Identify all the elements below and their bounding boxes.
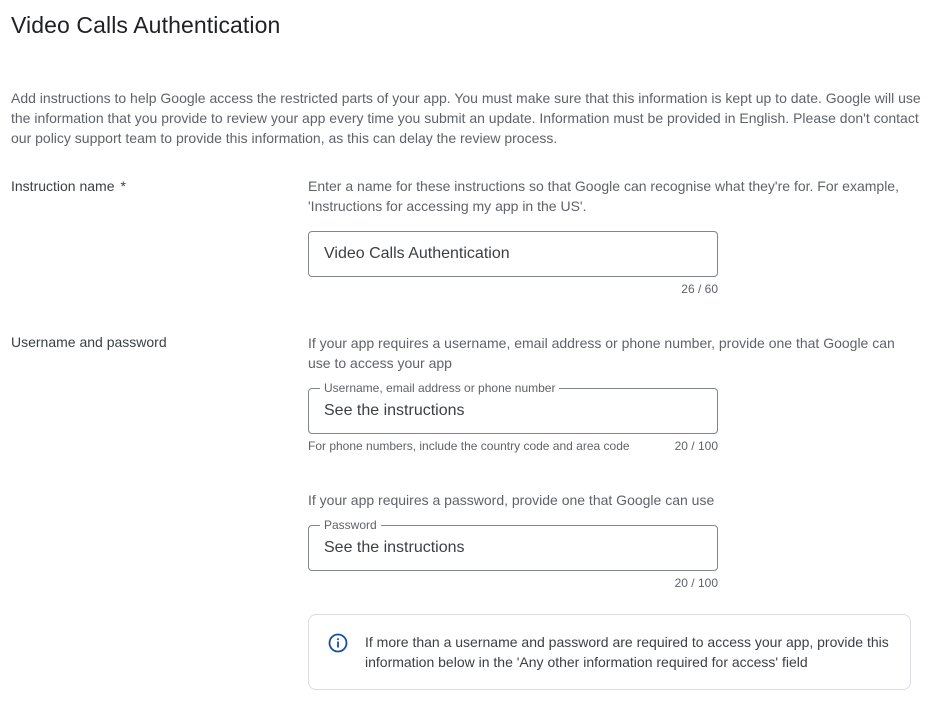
credentials-label: Username and password — [11, 334, 167, 350]
page-title: Video Calls Authentication — [11, 12, 281, 38]
username-field-label: Username, email address or phone number — [320, 381, 559, 395]
password-input[interactable] — [324, 526, 704, 570]
username-counter: 20 / 100 — [674, 439, 718, 453]
instruction-name-label-text: Instruction name — [11, 178, 115, 194]
info-text: If more than a username and password are required to access your app, provide this information below in the 'Any other information required for access' field — [365, 634, 889, 670]
info-box — [308, 614, 911, 690]
instruction-name-field[interactable] — [308, 231, 718, 277]
instruction-name-input[interactable] — [324, 232, 704, 276]
username-field[interactable] — [308, 381, 718, 434]
info-icon — [328, 633, 348, 653]
password-counter: 20 / 100 — [674, 576, 718, 590]
password-field-label: Password — [320, 518, 381, 532]
username-input[interactable] — [324, 389, 704, 433]
instruction-name-help: Enter a name for these instructions so that Google can recognise what they're for. For example, 'Instructions for accessing my app in the US'. — [308, 178, 899, 214]
password-help: If your app requires a password, provide one that Google can use — [308, 492, 715, 508]
username-hint: For phone numbers, include the country code and area code — [308, 439, 630, 453]
password-field[interactable] — [308, 518, 718, 571]
required-marker: * — [120, 178, 126, 194]
instruction-name-label — [11, 176, 126, 196]
username-help: If your app requires a username, email address or phone number, provide one that Google can use to access your app — [308, 335, 895, 371]
intro-text: Add instructions to help Google access the restricted parts of your app. You must make sure that this information is kept up to date. Google will use the information that you provide to review your app every time you submit an update. Information must be provided in English. Please don't contact our policy support team to provide this information, as this can delay the review process. — [11, 90, 921, 146]
instruction-name-counter: 26 / 60 — [681, 282, 718, 296]
